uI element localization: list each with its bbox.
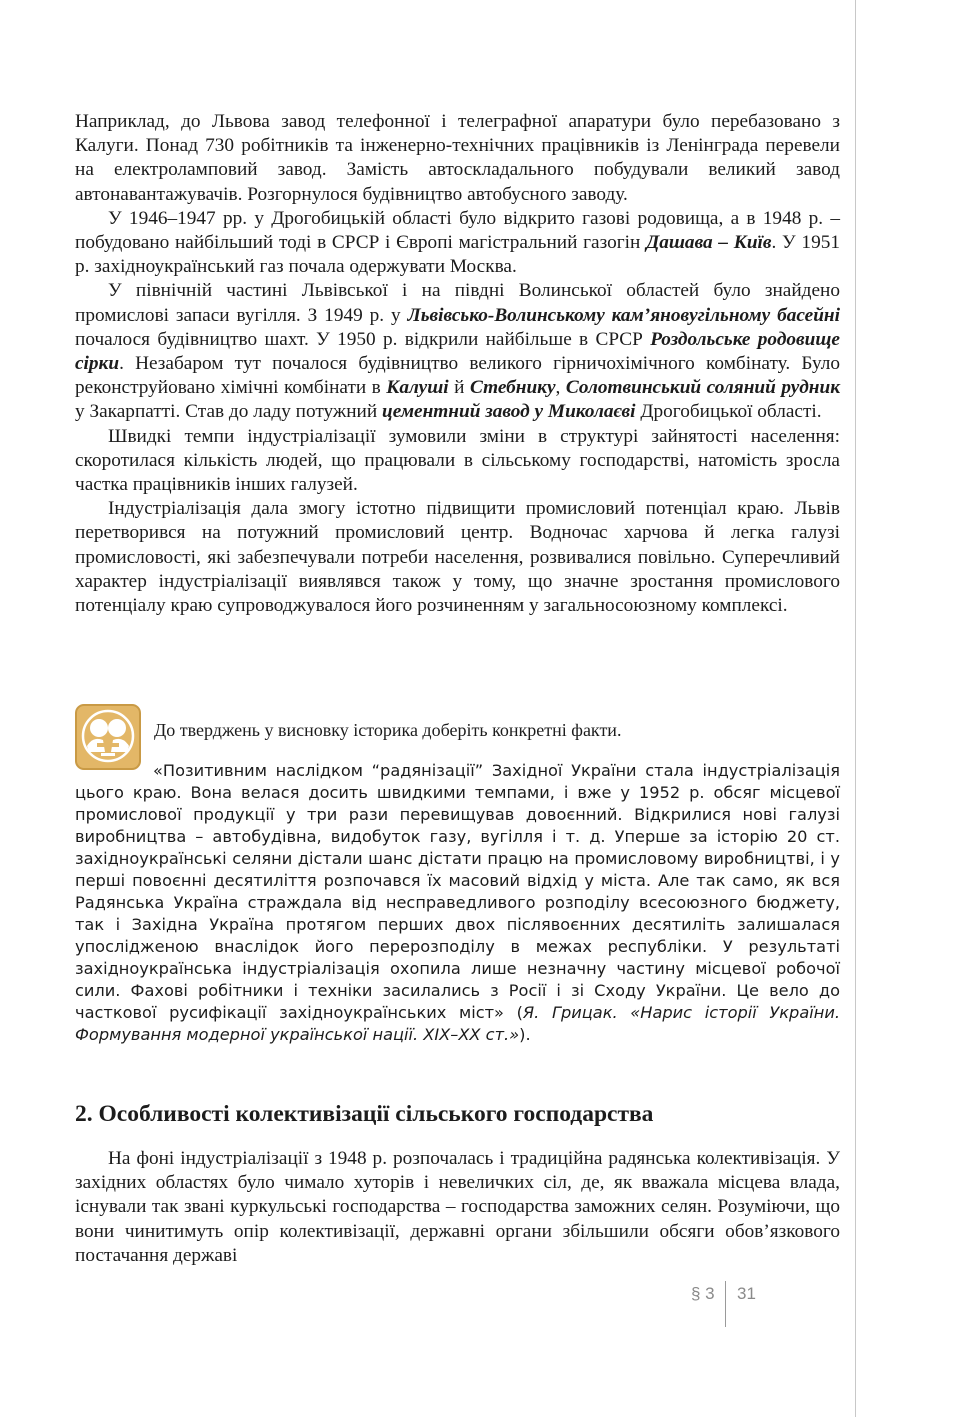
page-number: 31 bbox=[737, 1284, 756, 1303]
emphasis-term: Солотвинський соляний рудник bbox=[565, 377, 841, 399]
emphasis-term: цементний завод у Миколаєві bbox=[382, 401, 636, 423]
paragraph: Наприклад, до Львова завод телефонної і телеграфної апаратури було перебазовано з Калуги. Понад 730 робітників та інженерно-технічних працівників із Ленінграда перевели на електроламповий завод. Замість автоскладального побудували великий завод автонавантажувачів. Розгорнулося будівництво автобусного заводу. bbox=[75, 111, 840, 205]
text-run: . Незабаром тут почалося будівництво великого гірничохімічного комбінату. Було реконструйовано хімічні комбінати в bbox=[75, 353, 840, 399]
text-run: у Закарпатті. Став до ладу потужний bbox=[75, 401, 383, 423]
emphasis-term: Львівсько-Волинському кам’яновугільному басейні bbox=[407, 304, 840, 326]
paragraph-number: § 3 bbox=[691, 1284, 715, 1303]
section-heading: 2. Особливості колективізації сільського господарства bbox=[75, 1101, 654, 1127]
text-run: У 1946–1947 рр. у Дрогобицькій області було відкрито газові родовища, а в 1948 р. – побудовано найбільший тоді в СРСР і Європі магістральний газогін bbox=[75, 207, 840, 254]
quote-text: «Позитивним наслідком “радянізації” Західної України стала індустріалізація цього краю. Вона велася досить швидкими темпами, і вже у 1952 р. обсяг місцевої промислової продукції у три рази перевищував довоєнний. Відкрилися нові галузі виробництва – автобудівна, видобуток газу, вугілля і т. д. Уперше за історію 20 ст. західноукраїнські селяни дістали шанс дістати працю на промисловому виробництві, і у перші повоєнні десятиліття розпочався їх масовий відхід у міста. Але так само, як вся Радянська Україна страждала від несправедливого розподілу всесоюзного бюджету, так і Західна Україна протягом перших двох післявоєнних десятиліть залишалася упослідженою внаслідок його перерозподілу в межах республіки. У результаті західноукраїнська індустріалізація охопила лише незначну частину місцевої робочої сили. Фахові робітники і техніки засилались з Росії і зі Сходу України. Це вело до часткової русифікації західноукраїнських міст» ( bbox=[75, 761, 840, 1022]
paragraph bbox=[75, 279, 840, 424]
margin-rule bbox=[855, 0, 856, 1417]
emphasis-term: Стебнику bbox=[469, 377, 556, 399]
quote-paragraph bbox=[75, 760, 840, 1046]
text-run: Дрогобицької області. bbox=[635, 401, 822, 423]
text-run: , bbox=[555, 377, 566, 399]
text-run: У північній частині Львівської і на півдні Волинської областей було знайдено промислові запаси вугілля. З 1949 р. у bbox=[75, 280, 840, 326]
text-run: почалося будівництво шахт. У 1950 р. відкрили найбільше в СРСР bbox=[75, 328, 651, 350]
historian-quote bbox=[75, 760, 840, 1046]
text-run: . У 1951 р. західноукраїнський газ почала одержувати Москва. bbox=[75, 232, 840, 278]
paragraph bbox=[75, 207, 840, 280]
body-text-top bbox=[75, 110, 840, 618]
text-run: й bbox=[448, 377, 470, 399]
emphasis-term: Калуші bbox=[386, 377, 449, 399]
quote-source: Я. Грицак. «Нарис історії України. Формування модерної української нації. XIX–XX ст.» bbox=[75, 1003, 840, 1044]
body-text-section bbox=[75, 1147, 840, 1268]
paragraph: Індустріалізація дала змогу істотно підвищити промисловий потенціал краю. Львів перетворився на потужний промисловий центр. Водночас харчова й легка галузі промисловості, які забезпечували потреби населення, розвивалися повільно. Суперечливий характер індустріалізації виявлявся також у тому, що значне зростання промислового потенціалу краю супроводжувалося його розчиненням у загальносоюзному комплексі. bbox=[75, 498, 840, 617]
footer-separator bbox=[725, 1281, 726, 1327]
task-title: До тверджень у висновку історика доберіть конкретні факти. bbox=[154, 720, 622, 740]
paragraph: Швидкі темпи індустріалізації зумовили зміни в структурі зайнятості населення: скоротилася кількість людей, що працювали в сільському господарстві, натомість зросла частка працівників інших галузей. bbox=[75, 425, 840, 496]
emphasis-term: Дашава – Київ bbox=[646, 232, 772, 254]
paragraph: На фоні індустріалізації з 1948 р. розпочалась і традиційна радянська колективізація. У західних областях було чимало хуторів і невеличких сіл, де, як вважала місцева влада, існували так звані куркульські господарства – господарства заможних селян. Розуміючи, що вони чинитимуть опір колективізації, державні органи збільшили обсяги обов’язкового постачання державі bbox=[75, 1148, 840, 1266]
emphasis-term: Роздольське родовище сірки bbox=[75, 328, 840, 375]
quote-end: ). bbox=[519, 1025, 531, 1044]
